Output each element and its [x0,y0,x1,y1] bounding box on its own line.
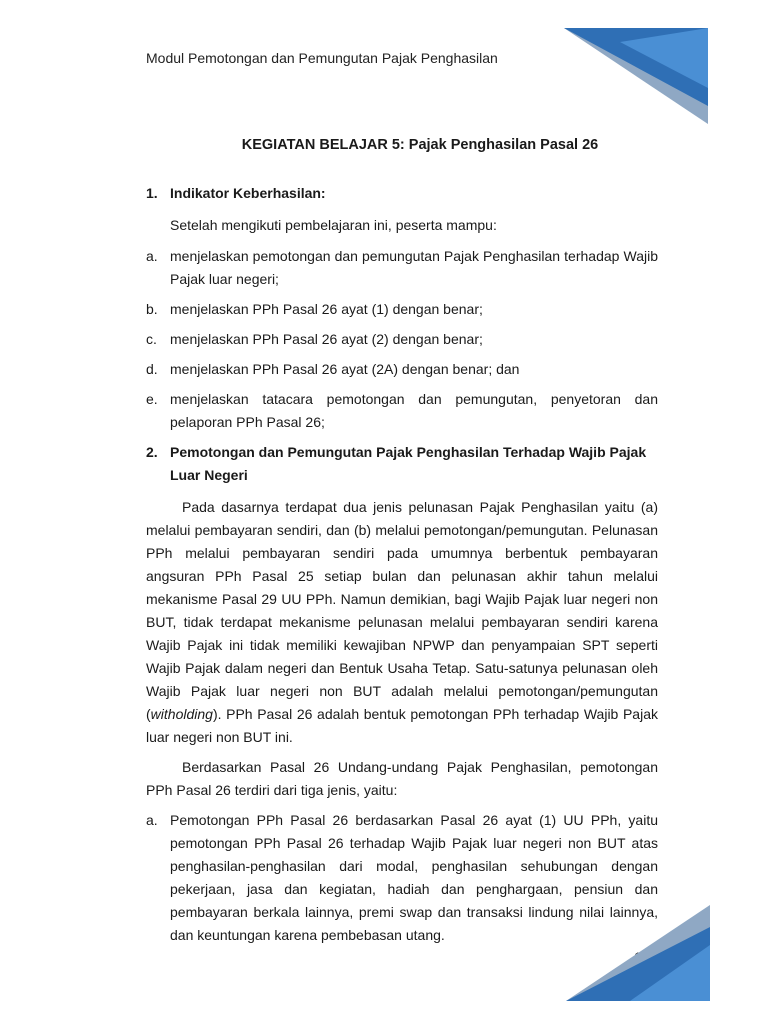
section-title: Pemotongan dan Pemungutan Pajak Penghasilan Terhadap Wajib Pajak Luar Negeri [170,444,647,483]
footer-corner-decoration [560,905,712,1001]
section-number: 2. [146,444,158,460]
section-title: Indikator Keberhasilan: [170,185,326,201]
list-item [146,298,658,321]
list-item [146,328,658,351]
list-marker: c. [146,331,157,347]
list-text: menjelaskan pemotongan dan pemungutan Pajak Penghasilan terhadap Wajib Pajak luar negeri; [170,248,658,287]
section-number: 1. [146,185,158,201]
page-title: KEGIATAN BELAJAR 5: Pajak Penghasilan Pasal 26 [241,137,599,153]
section-2-heading [146,441,658,487]
body-paragraph-1 [146,496,658,749]
section-1-intro: Setelah mengikuti pembelajaran ini, peserta mampu: [170,217,497,233]
header-corner-decoration [560,28,710,124]
list-marker: d. [146,361,158,377]
list-item [146,245,658,291]
main-content [146,182,658,954]
section-1-heading [146,182,658,205]
running-header: Modul Pemotongan dan Pemungutan Pajak Penghasilan [146,50,498,66]
list-marker: b. [146,301,158,317]
paragraph-text: Pada dasarnya terdapat dua jenis pelunasan Pajak Penghasilan yaitu (a) melalui pembayaran sendiri, dan (b) melalui pemotongan/pemungutan. Pelunasan PPh melalui pembayaran sendiri pada umumnya berbentuk pembayaran angsuran PPh Pasal 25 setiap bulan dan pelunasan akhir tahun melalui mekanisme Pasal 29 UU PPh. Namun demikian, bagi Wajib Pajak luar negeri non BUT, tidak terdapat mekanisme pelunasan melalui pembayaran sendiri karena Wajib Pajak ini tidak memiliki kewajiban NPWP dan penyampaian SPT seperti Wajib Pajak dalam negeri dan Bentuk Usaha Tetap. Satu-satunya pelunasan oleh Wajib Pajak luar negeri non BUT adalah melalui pemotongan/pemungutan ( [146,499,658,722]
paragraph-text-end: ). PPh Pasal 26 adalah bentuk pemotongan PPh terhadap Wajib Pajak luar negeri non BUT ini. [146,706,658,745]
list-marker: a. [146,812,158,828]
italic-term: witholding [150,706,213,722]
list-text: Pemotongan PPh Pasal 26 berdasarkan Pasal 26 ayat (1) UU PPh, yaitu pemotongan PPh Pasal 26 terhadap Wajib Pajak luar negeri non BUT atas penghasilan-penghasilan dari modal, penghasilan sehubungan dengan pekerjaan, jasa dan kegiatan, hadiah dan penghargaan, pensiun dan pembayaran berkala lainnya, premi swap dan transaksi lindung nilai lainnya, dan keuntungan karena pembebasan utang. [170,812,658,943]
list-item [146,388,658,434]
list-marker: e. [146,391,158,407]
list-text: menjelaskan PPh Pasal 26 ayat (2) dengan benar; [170,331,483,347]
list-text: menjelaskan PPh Pasal 26 ayat (2A) dengan benar; dan [170,361,520,377]
list-marker: a. [146,248,158,264]
list-text: menjelaskan PPh Pasal 26 ayat (1) dengan benar; [170,301,483,317]
list-item [146,358,658,381]
list-text: menjelaskan tatacara pemotongan dan pemungutan, penyetoran dan pelaporan PPh Pasal 26; [170,391,658,430]
body-paragraph-2: Berdasarkan Pasal 26 Undang-undang Pajak Penghasilan, pemotongan PPh Pasal 26 terdiri dari tiga jenis, yaitu: [146,759,658,798]
